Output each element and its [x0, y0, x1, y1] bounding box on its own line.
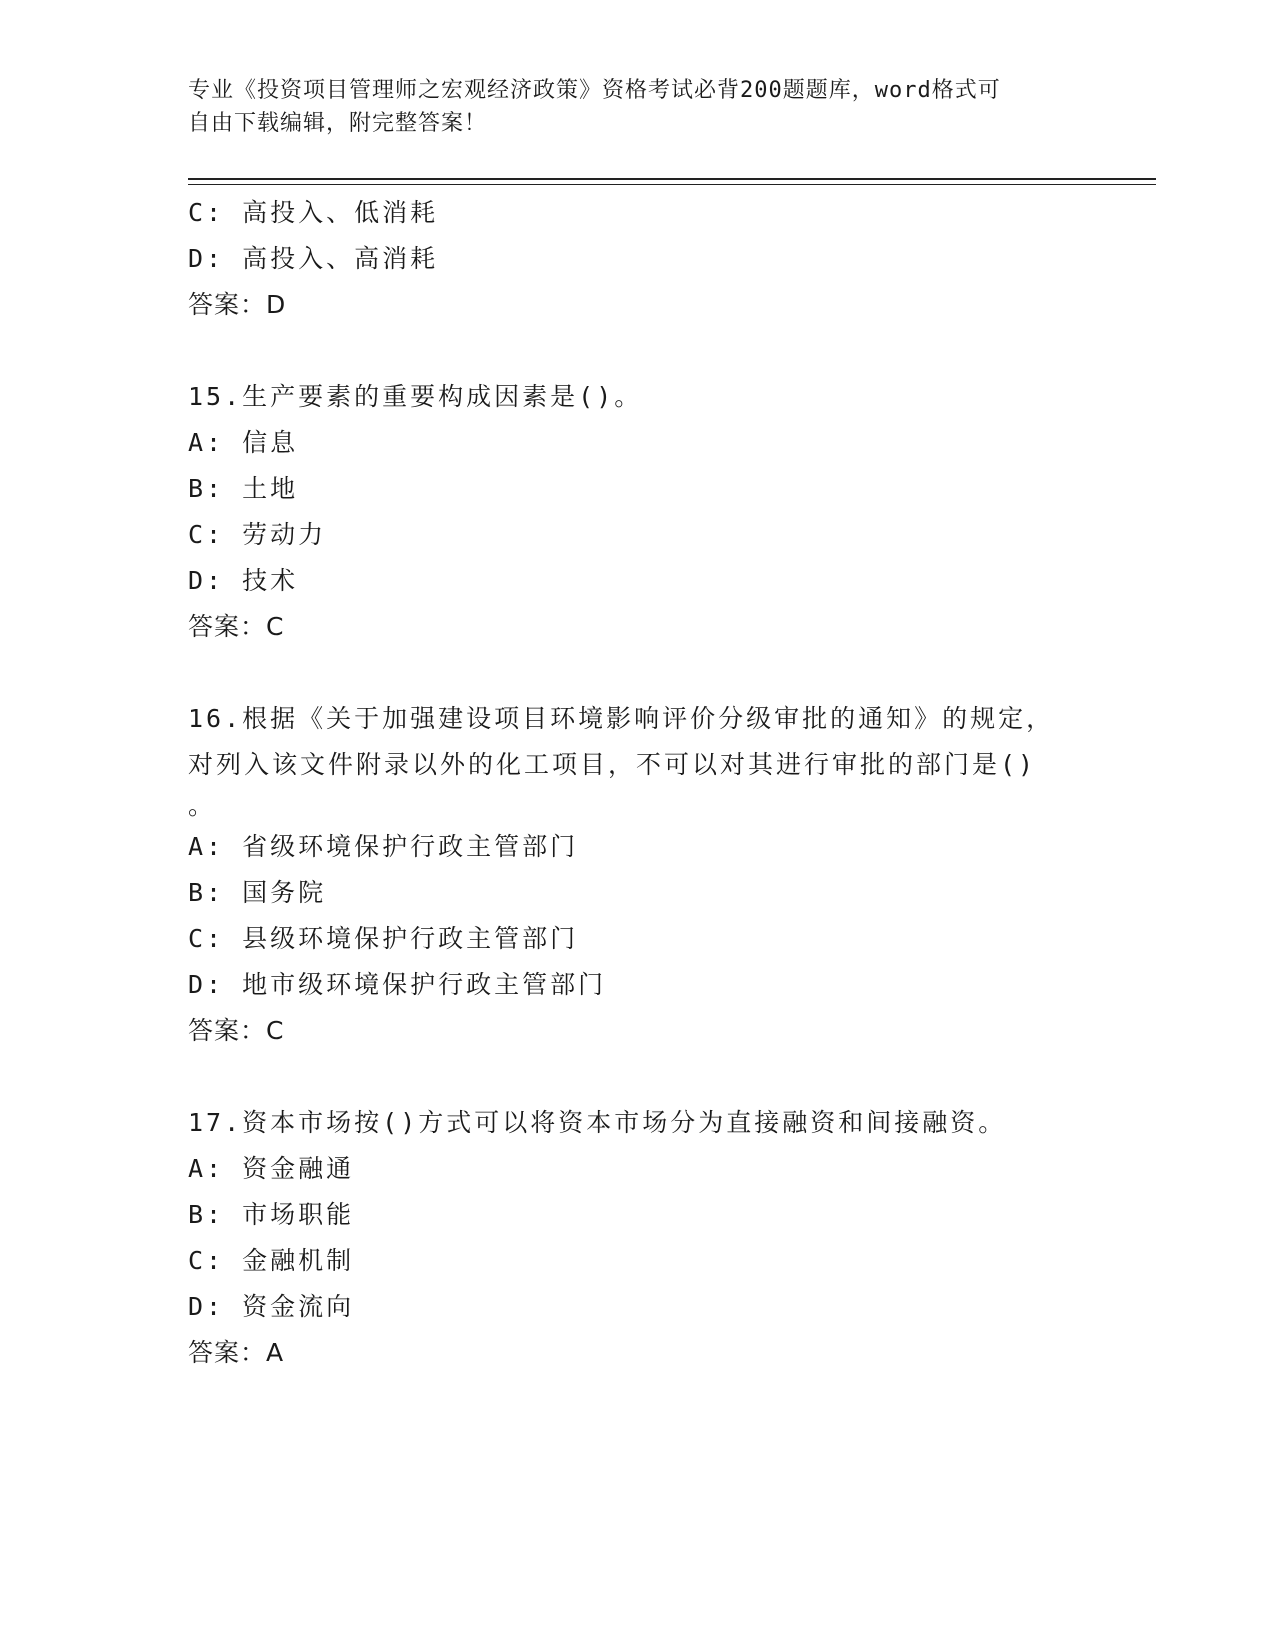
option-label: B: [188, 878, 225, 907]
answer: 答案：D [188, 290, 287, 319]
option-text: 土地 [242, 474, 299, 503]
option-text: 资金融通 [242, 1154, 355, 1183]
option-text: 资金流向 [242, 1292, 355, 1321]
option-text: 劳动力 [242, 520, 327, 549]
option-label: A: [188, 428, 225, 457]
option-text: 高投入、低消耗 [242, 198, 439, 227]
question-15 [188, 374, 1088, 650]
option-a [188, 420, 1088, 466]
option-label: D: [188, 970, 225, 999]
option-b [188, 870, 1088, 916]
option-a [188, 1146, 1088, 1192]
answer: 答案：C [188, 612, 285, 641]
option-label: D: [188, 566, 225, 595]
option-label: A: [188, 832, 225, 861]
question-14-tail [188, 190, 1088, 328]
option-c [188, 190, 1088, 236]
answer: 答案：C [188, 1016, 285, 1045]
option-label: A: [188, 1154, 225, 1183]
question-stem: 17.资本市场按()方式可以将资本市场分为直接融资和间接融资。 [188, 1108, 1007, 1137]
option-c [188, 916, 1088, 962]
option-text: 县级环境保护行政主管部门 [242, 924, 579, 953]
spacer [188, 650, 1088, 696]
option-label: C: [188, 198, 225, 227]
option-label: C: [188, 520, 225, 549]
spacer [188, 328, 1088, 374]
option-c [188, 1238, 1088, 1284]
option-c [188, 512, 1088, 558]
option-text: 市场职能 [242, 1200, 355, 1229]
option-d [188, 236, 1088, 282]
header-rule-thin [188, 184, 1156, 185]
question-stem: 15.生产要素的重要构成因素是()。 [188, 382, 643, 411]
spacer [188, 1054, 1088, 1100]
option-text: 国务院 [242, 878, 327, 907]
option-b [188, 466, 1088, 512]
question-content [188, 190, 1088, 1376]
option-label: D: [188, 1292, 225, 1321]
option-label: D: [188, 244, 225, 273]
page-header [188, 74, 1088, 140]
question-16 [188, 696, 1088, 1054]
option-label: B: [188, 1200, 225, 1229]
option-label: B: [188, 474, 225, 503]
option-label: C: [188, 1246, 225, 1275]
option-text: 地市级环境保护行政主管部门 [242, 970, 607, 999]
option-b [188, 1192, 1088, 1238]
header-rule-thick [188, 178, 1156, 180]
option-label: C: [188, 924, 225, 953]
question-stem-line-1: 16.根据《关于加强建设项目环境影响评价分级审批的通知》的规定， [188, 704, 1055, 733]
option-d [188, 962, 1088, 1008]
option-a [188, 824, 1088, 870]
option-text: 省级环境保护行政主管部门 [242, 832, 579, 861]
option-text: 技术 [242, 566, 299, 595]
question-stem-line-3: 。 [188, 791, 217, 820]
option-text: 信息 [242, 428, 299, 457]
option-text: 金融机制 [242, 1246, 355, 1275]
question-17 [188, 1100, 1088, 1376]
answer: 答案：A [188, 1338, 285, 1367]
header-line-1: 专业《投资项目管理师之宏观经济政策》资格考试必背200题题库，word格式可 [188, 78, 1001, 103]
option-text: 高投入、高消耗 [242, 244, 439, 273]
option-d [188, 1284, 1088, 1330]
question-stem-line-2: 对列入该文件附录以外的化工项目，不可以对其进行审批的部门是() [188, 750, 1037, 779]
header-line-2: 自由下载编辑，附完整答案！ [188, 111, 488, 136]
option-d [188, 558, 1088, 604]
